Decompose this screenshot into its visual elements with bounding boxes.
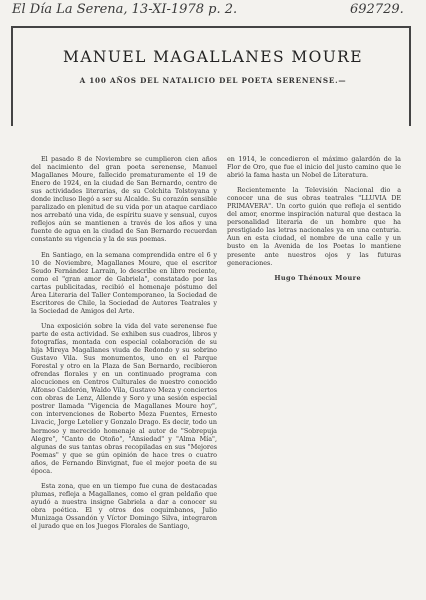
paragraph: Una exposición sobre la vida del vate serenense fue parte de esta actividad. Se exhiben sus cuadros, libros y fotografías, montada con especial colaboración de su hija Mireya Magallanes viuda de Redondo y su sobrino Gustavo Vila. Sus monumentos, uno en el Parque Forestal y otro en la Plaza de San Bernardo, recibieron ofrendas florales y en un continuado programa con alocuciones en Centros Culturales de nuestro conocido Alfonso Calderón, Waldo Vila, Gustavo Meza y conciertos con obras de Lenz, Allende y Soro y una sesión especial postrer llamada "Vigencia de Magallanes Moure hoy", con intervenciones de Roberto Meza Fuentes, Ernesto Livacic, Jorge Letelier y Gonzalo Drago. Es decir, todo un hermoso y merecido homenaje al autor de "Sobrepuja Alegre", "Canto de Otoño", "Ansiedad" y "Alma Mía", algunas de sus tantas obras recopiladas en sus "Mejores Poemas" y que se gún opinión de hace tres o cuatro años, de Fernando Binvignat, fue el mejor poeta de su época. bbox=[31, 321, 217, 475]
article-left-column bbox=[31, 155, 217, 537]
paragraph: Esta zona, que en un tiempo fue cuna de destacadas plumas, refleja a Magallanes, como el gran peldaño que ayudó a nuestra insigne Gabriela a dar a conocer su obra poética. El y otros dos coquimbanos, Julio Munizaga Ossandón y Víctor Domingo Silva, integraron el jurado que en los Juegos Florales de Santiago, bbox=[31, 481, 217, 531]
handwritten-reference-number: 692729. bbox=[350, 2, 404, 17]
paragraph: en 1914, le concedieron el máximo galardón de la Flor de Oro, que fue el inicio del justo camino que le abrió la fama hasta un Nobel de Literatura. bbox=[227, 155, 401, 180]
paragraph: En Santiago, en la semana comprendida entre el 6 y 10 de Noviembre, Magallanes Moure, que el escritor Seudo Fernández Larrain, lo describe en libro reciente, como el "gran amor de Gabriela", constatado por las cartas publicitadas, recibió el homenaje póstumo del Área Literaria del Taller Contemporaneo, la Sociedad de Escritores de Chile, la Sociedad de Autores Teatrales y la Sociedad de Amigos del Arte. bbox=[31, 250, 217, 315]
author-signature: Hugo Thénoux Moure bbox=[274, 273, 361, 282]
article-title: MANUEL MAGALLANES MOURE bbox=[63, 48, 363, 66]
paragraph: Recientemente la Televisión Nacional dio a conocer una de sus obras teatrales "LLUVIA DE PRIMAVERA". Un corto guión que refleja el sentido del amor, enorme inspiración natural que destaca la personalidad literaria de un hombre que ha prestigiado las letras nacionales ya en una centuria. Aun en esta ciudad, el nombre de una calle y un busto en la Avenida de los Poetas lo mantiene presente ante nuestros ojos y las futuras generaciones. bbox=[227, 186, 401, 267]
article-subtitle: A 100 AÑOS DEL NATALICIO DEL POETA SERENENSE.— bbox=[79, 76, 347, 85]
paragraph: El pasado 8 de Noviembre se cumplieron cien años del nacimiento del gran poeta serenense, Manuel Magallanes Moure, fallecido prematuramente el 19 de Enero de 1924, en la ciudad de San Bernardo, centro de sus actividades literarias, de su Colchita Tolstoyana y donde incluso llegó a ser su Alcalde. Su corazón sensible paralizado en plenitud de su vida por un ataque cardiaco nos arrebató una vida, de espíritu suave y sensual, cuyos reflejos aún se mantienen a través de los años y una fuente de agua en la ciudad de San Bernardo recuerdan constante su vigencia y la de sus poemas. bbox=[31, 155, 217, 244]
handwritten-source-note: El Día La Serena, 13-XI-1978 p. 2. bbox=[12, 2, 238, 17]
article-right-column bbox=[227, 155, 401, 282]
